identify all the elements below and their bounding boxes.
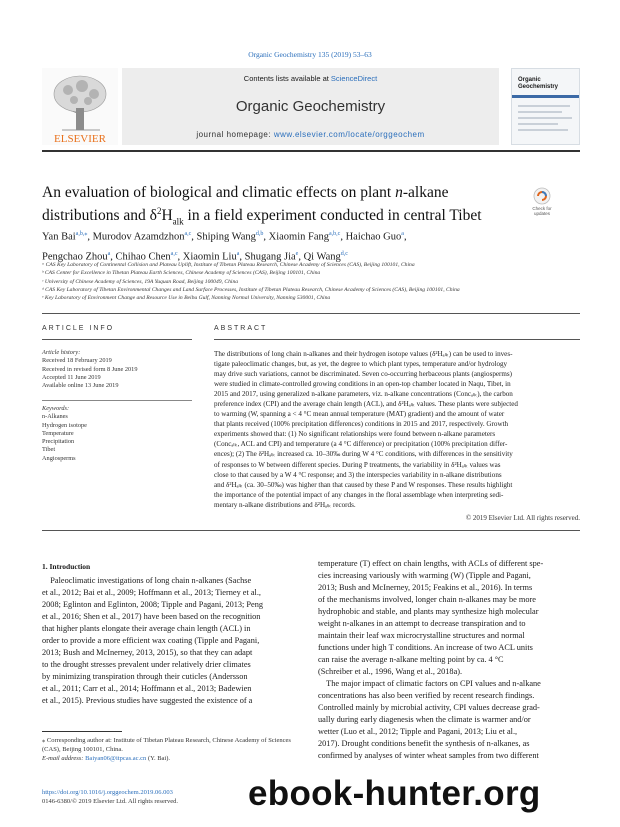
author-name[interactable]: Chihao Chen xyxy=(115,251,171,262)
cover-band xyxy=(512,95,579,98)
author-name[interactable]: Xiaomin Liu xyxy=(182,251,237,262)
intro-left-line: by minimizing transpiration through their cuticles (Andersson xyxy=(42,672,248,681)
keyword-item: Angiosperms xyxy=(42,454,76,462)
keywords-rule xyxy=(42,400,192,401)
cover-line xyxy=(518,129,568,131)
intro-left-line: that higher plants elongate their average chain length (ACL) in xyxy=(42,624,251,633)
author-affiliation-marker: a xyxy=(236,250,240,257)
publisher-name: ELSEVIER xyxy=(54,133,106,145)
history-item: Accepted 11 June 2019 xyxy=(42,373,101,381)
history-item: Received in revised form 8 June 2019 xyxy=(42,365,138,373)
intro-right-column xyxy=(318,558,580,762)
article-history-label: Article history: xyxy=(42,349,81,356)
abstract-line: of responses to W between different species. During P treatments, the variability in δ²Hₐₗₖ values was xyxy=(214,460,501,469)
cover-line xyxy=(518,117,572,119)
keyword-item: n-Alkanes xyxy=(42,413,68,421)
intro-right-line: ually during early diagenesis when the climate is warmer and/or xyxy=(318,715,531,724)
journal-banner xyxy=(122,68,499,145)
abstract-line: (Concₐₗₖ, ACL and CPI) and temperature (a 4 °C difference) or precipitation (100% precipitation differ- xyxy=(214,440,508,449)
issn-line: 0146-6380/© 2019 Elsevier Ltd. All rights reserved. xyxy=(42,797,178,805)
cover-title xyxy=(518,77,558,91)
author-affiliation-marker: a xyxy=(107,250,111,257)
author-separator: , xyxy=(403,231,407,243)
article-title xyxy=(42,183,512,231)
abstract-line: close to that caused by a W 4 °C response; and 3) the interspecies variability in n-alkane distributions xyxy=(214,470,502,479)
cover-line xyxy=(518,123,558,125)
author-name[interactable]: Qi Wang xyxy=(303,251,341,262)
sciencedirect-link[interactable]: ScienceDirect xyxy=(330,74,378,83)
keywords-list xyxy=(42,413,192,463)
author-affiliation-marker: d,c xyxy=(340,250,348,257)
intro-right-line: functions under high T conditions. An increase of two ACL units xyxy=(318,643,533,652)
article-info-heading: ARTICLE INFO xyxy=(42,325,115,332)
title-sup: 2 xyxy=(156,206,162,216)
intro-left-line: order to provide a more efficient wax coating (Tipple and Pagani, xyxy=(42,636,260,645)
intro-right-line: can raise the average n-alkane melting point by ca. 4 °C xyxy=(318,655,504,664)
intro-right-line: 2013; Bush and McInerney, 2015; Feakins et al., 2016). In terms xyxy=(318,583,533,592)
cover-title-line-2: Geochemistry xyxy=(518,84,559,90)
author-name[interactable]: Haichao Guo xyxy=(345,231,402,243)
intro-right-line: wetter (Luo et al., 2012; Tipple and Pagani, 2013; Liu et al., xyxy=(318,727,518,736)
abstract-line: ences); (2) The δ²Hₐₗₖ increased ca. 10–30‰ during W 4 °C conditions, with differences in the sensitivity xyxy=(214,450,513,459)
cover-line xyxy=(518,111,562,113)
history-item: Available online 13 June 2019 xyxy=(42,382,119,390)
author-name[interactable]: Yan Bai xyxy=(42,231,76,243)
intro-left-line: et al., 2016; Shen et al., 2017) have been based on the recognition xyxy=(42,612,261,621)
abstract-line: experiments showed that: (1) No significant relationships were found between n-alkane parameters xyxy=(214,430,496,439)
footnote-rule xyxy=(42,731,122,732)
abstract-line: preference index (CPI) and the average chain length (ACL), and δ²Hₐₗₖ values. These plants were subjected xyxy=(214,400,518,409)
homepage-line xyxy=(122,130,499,139)
author-affiliation-marker: a,c xyxy=(170,250,178,257)
keywords-label: Keywords: xyxy=(42,405,70,412)
author-separator: , xyxy=(239,251,245,262)
homepage-prefix: journal homepage: xyxy=(196,130,274,139)
abstract-line: that plants received (100% precipitation differences) conditions in 2015 and 2017, respectively. Growth xyxy=(214,420,509,429)
intro-left-line: et al., 2011; Carr et al., 2014; Hoffmann et al., 2013; Badewien xyxy=(42,684,252,693)
author-name[interactable]: Murodov Azamdzhon xyxy=(92,231,185,243)
homepage-link[interactable]: www.elsevier.com/locate/orggeochem xyxy=(273,130,425,139)
badge-line-2: updates xyxy=(533,211,551,216)
abstract-line: the importance of the potential impact of any changes in the floral assemblage when interpreting sedi- xyxy=(214,490,504,499)
intro-right-line: (Schreiber et al., 1996, Wang et al., 2018a). xyxy=(318,667,463,676)
author-name[interactable]: Xiaomin Fang xyxy=(268,231,329,243)
author-separator: , xyxy=(263,231,269,243)
abstract-line: and δ²Hₐₗₖ (ca. 30–50‰) was higher than that caused by these P and W responses. These results highlight xyxy=(214,480,513,489)
history-list xyxy=(42,357,192,390)
header-rule xyxy=(42,150,580,152)
intro-left-line: et al., 2012; Bai et al., 2009; Hoffmann et al., 2013; Tierney et al., xyxy=(42,588,261,597)
contents-prefix: Contents lists available at xyxy=(243,74,331,83)
author-separator: , xyxy=(110,251,116,262)
title-sub: alk xyxy=(172,216,184,227)
intro-left-line: to the drought stresses prevalent under relatively drier climates xyxy=(42,660,251,669)
article-history xyxy=(42,349,192,390)
author-separator: , xyxy=(298,251,304,262)
author-separator: , xyxy=(87,231,93,243)
intro-left-column xyxy=(42,575,304,707)
author-affiliation-marker: a,b,⁎ xyxy=(75,231,88,237)
journal-name: Organic Geochemistry xyxy=(235,98,386,115)
keyword-item: Hydrogen isotope xyxy=(42,421,87,429)
abstract-copyright: © 2019 Elsevier Ltd. All rights reserved. xyxy=(465,514,580,522)
check-for-updates-badge[interactable] xyxy=(528,186,556,216)
affiliation-e: ᵉ Key Laboratory of Environment Change and Resource Use in Beibu Gulf, Nanning Normal University, Nanning 530001, China xyxy=(42,295,331,302)
keyword-item: Tibet xyxy=(42,446,56,454)
article-info-rule xyxy=(42,339,192,340)
abstract-body xyxy=(214,349,580,510)
title-italic-n: n xyxy=(395,184,403,201)
cover-line xyxy=(518,105,570,107)
author-name[interactable]: Shiping Wang xyxy=(196,231,256,243)
introduction-heading: 1. Introduction xyxy=(42,562,91,571)
author-separator: , xyxy=(340,231,346,243)
abstract-line: tigate paleoclimatic changes, but, as yet, the degree to which plant types, temperature and/or hydrology xyxy=(214,360,508,369)
author-affiliation-marker: e xyxy=(295,250,299,257)
keywords-block xyxy=(42,405,192,463)
abstract-heading: ABSTRACT xyxy=(214,325,268,332)
badge-line-1: Check for xyxy=(532,206,552,211)
abstract-line: The distributions of long chain n-alkanes and their hydrogen isotope values (δ²Hₐₗₖ) can be used to inves- xyxy=(214,350,513,358)
abstract-line: 2015 and 2017, using generalized n-alkane parameters, viz. n-alkane concentrations (Concₐₗₖ), the carbon xyxy=(214,390,513,399)
intro-right-line: 2017). Drought conditions benefit the synthesis of n-alkanes, as xyxy=(318,739,530,748)
intro-left-line: 2013; Bush and McInerney, 2013, 2015), so that they can adapt xyxy=(42,648,253,657)
email-suffix: (Y. Bai). xyxy=(146,755,171,762)
intro-right-line: weight n-alkanes in an attempt to decrease transpiration and to xyxy=(318,619,526,628)
abstract-end-rule xyxy=(42,530,580,531)
keyword-item: Precipitation xyxy=(42,438,75,446)
journal-header xyxy=(42,68,580,145)
email-label: E-mail address: xyxy=(42,755,86,762)
email-link[interactable]: Baiyan06@itpcas.ac.cn xyxy=(85,755,147,762)
cover-title-line-1: Organic xyxy=(518,77,541,83)
title-part: distributions and δ xyxy=(42,207,157,225)
contents-line xyxy=(122,74,499,83)
intro-right-line: concentrations has also been verified by recent research findings. xyxy=(318,691,535,700)
abstract-rule xyxy=(214,339,580,340)
intro-left-line: 2008; Eglinton and Eglinton, 2008; Tipple and Pagani, 2013; Peng xyxy=(42,600,264,609)
keyword-item: Temperature xyxy=(42,429,74,437)
corresponding-author-footnote: ⁎ Corresponding author at: Institute of Tibetan Plateau Research, Chinese Academy of Sciences (CAS), Beijing 100101, China. xyxy=(42,737,291,753)
title-part: An evaluation of biological and climatic effects on plant xyxy=(42,184,396,201)
author-separator: , xyxy=(177,251,183,262)
history-item: Received 18 February 2019 xyxy=(42,357,112,365)
intro-right-line: temperature (T) effect on chain lengths, with ACLs of different spe- xyxy=(318,559,544,568)
affiliation-b: ᵇ CAS Center for Excellence in Tibetan Plateau Earth Sciences, Chinese Academy of Sciences (CAS), Beijing 100101, China xyxy=(42,270,321,277)
affiliation-a: ᵃ CAS Key Laboratory of Continental Collision and Plateau Uplift, Institute of Tibetan Plateau Research, Chinese Academy of Sciences (CAS), Beijing 100101, China xyxy=(42,262,415,268)
author-affiliation-marker: a xyxy=(401,231,404,237)
title-part: in a field experiment conducted in central Tibet xyxy=(183,207,482,225)
title-part: H xyxy=(161,207,173,225)
doi-block xyxy=(42,789,178,806)
author-affiliation-marker: a,c xyxy=(184,231,192,237)
title-part: -alkane xyxy=(402,184,449,201)
abstract-line: were studied in climate-controlled growing conditions in an open-top chamber located in Naqu, Tibet, in xyxy=(214,380,511,389)
author-name[interactable]: Shugang Jia xyxy=(244,251,296,262)
intro-right-line: The major impact of climatic factors on CPI values and n-alkane xyxy=(318,679,541,688)
intro-right-line: Controlled mainly by microbial activity, CPI values decrease grad- xyxy=(318,703,540,712)
abstract-line: to warming (W, spanning a < 4 °C mean annual temperature (MAT) gradient) and the amount of water xyxy=(214,410,505,419)
author-name[interactable]: Pengchao Zhou xyxy=(42,251,108,262)
author-affiliation-marker: a,b,c xyxy=(329,231,341,237)
intro-left-line: Paleoclimatic investigations of long chain n-alkanes (Sachse xyxy=(42,576,252,585)
watermark-text: ebook-hunter.org xyxy=(248,774,541,813)
author-separator: , xyxy=(191,231,197,243)
affiliation-c: ᶜ University of Chinese Academy of Sciences, 19A Yuquan Road, Beijing 100049, China xyxy=(42,278,239,285)
abstract-line: may drive such variations, cannot be discriminated. Seven co-occurring herbaceous plants (angiosperms) xyxy=(214,370,513,379)
abstract-line: mentary n-alkane distributions and δ²Hₐₗₖ records. xyxy=(214,500,356,509)
journal-cover-thumbnail xyxy=(511,68,580,145)
affiliation-rule xyxy=(42,313,580,314)
author-list xyxy=(42,226,572,265)
doi-link[interactable]: https://doi.org/10.1016/j.orggeochem.2019.06.003 xyxy=(42,789,173,796)
affiliation-d: ᵈ CAS Key Laboratory of Tibetan Environmental Changes and Land Surface Processes, Institute of Tibetan Plateau Research, Chinese Academy of Sciences (CAS), Beijing 100101, China xyxy=(42,286,460,293)
intro-right-line: of the mechanisms involved, longer chain n-alkanes may be more xyxy=(318,595,536,604)
intro-right-line: hydrophobic and stable, and plants may synthesize high molecular xyxy=(318,607,539,616)
intro-right-line: maintain their leaf wax microcrystalline structures and normal xyxy=(318,631,525,640)
journal-reference-link[interactable]: Organic Geochemistry 135 (2019) 53–63 xyxy=(248,50,372,59)
intro-right-line: confirmed by analyses of winter wheat samples from two different xyxy=(318,751,539,760)
elsevier-logo xyxy=(42,68,118,145)
author-affiliation-marker: d,b xyxy=(255,231,264,237)
intro-left-line: et al., 2015). Previous studies have suggested the existence of a xyxy=(42,696,253,705)
intro-right-line: cies increasing variously with warming (W) (Tipple and Pagani, xyxy=(318,571,531,580)
email-footnote xyxy=(42,755,304,764)
